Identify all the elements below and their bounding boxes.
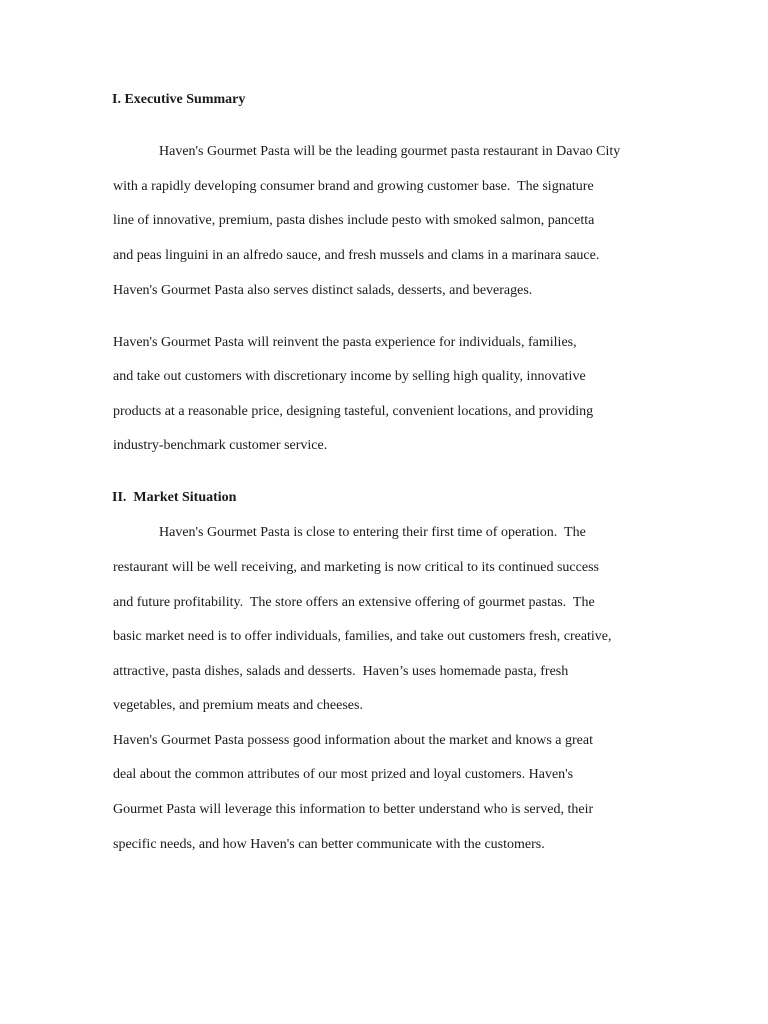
paragraph-line: with a rapidly developing consumer brand and growing customer base. The signature — [113, 179, 594, 194]
section-heading-market-situation: II. Market Situation — [112, 490, 237, 505]
paragraph-line: industry-benchmark customer service. — [113, 438, 328, 453]
paragraph-line: attractive, pasta dishes, salads and desserts. Haven’s uses homemade pasta, fresh — [113, 664, 569, 679]
paragraph-line: restaurant will be well receiving, and marketing is now critical to its continued success — [113, 560, 599, 575]
paragraph-line: basic market need is to offer individuals, families, and take out customers fresh, creative, — [113, 629, 612, 644]
paragraph-line: Haven's Gourmet Pasta possess good information about the market and knows a great — [113, 733, 593, 748]
paragraph-line: deal about the common attributes of our most prized and loyal customers. Haven's — [113, 767, 574, 782]
paragraph-line: Haven's Gourmet Pasta is close to entering their first time of operation. The — [159, 525, 586, 540]
paragraph-line: and future profitability. The store offers an extensive offering of gourmet pastas. The — [113, 595, 595, 610]
paragraph-line: Haven's Gourmet Pasta will reinvent the pasta experience for individuals, families, — [113, 335, 577, 350]
paragraph-line: Haven's Gourmet Pasta will be the leading gourmet pasta restaurant in Davao City — [159, 144, 621, 159]
paragraph-line: Gourmet Pasta will leverage this information to better understand who is served, their — [113, 802, 594, 817]
paragraph-line: products at a reasonable price, designing tasteful, convenient locations, and providing — [113, 404, 594, 419]
paragraph-line: and peas linguini in an alfredo sauce, and fresh mussels and clams in a marinara sauce. — [113, 248, 600, 263]
section-heading-executive-summary: I. Executive Summary — [112, 92, 246, 107]
paragraph-line: vegetables, and premium meats and cheeses. — [113, 698, 363, 713]
paragraph-line: and take out customers with discretionary income by selling high quality, innovative — [113, 369, 586, 384]
paragraph-line: specific needs, and how Haven's can better communicate with the customers. — [113, 837, 545, 852]
paragraph-line: Haven's Gourmet Pasta also serves distinct salads, desserts, and beverages. — [113, 283, 533, 298]
paragraph-line: line of innovative, premium, pasta dishes include pesto with smoked salmon, pancetta — [113, 213, 595, 228]
